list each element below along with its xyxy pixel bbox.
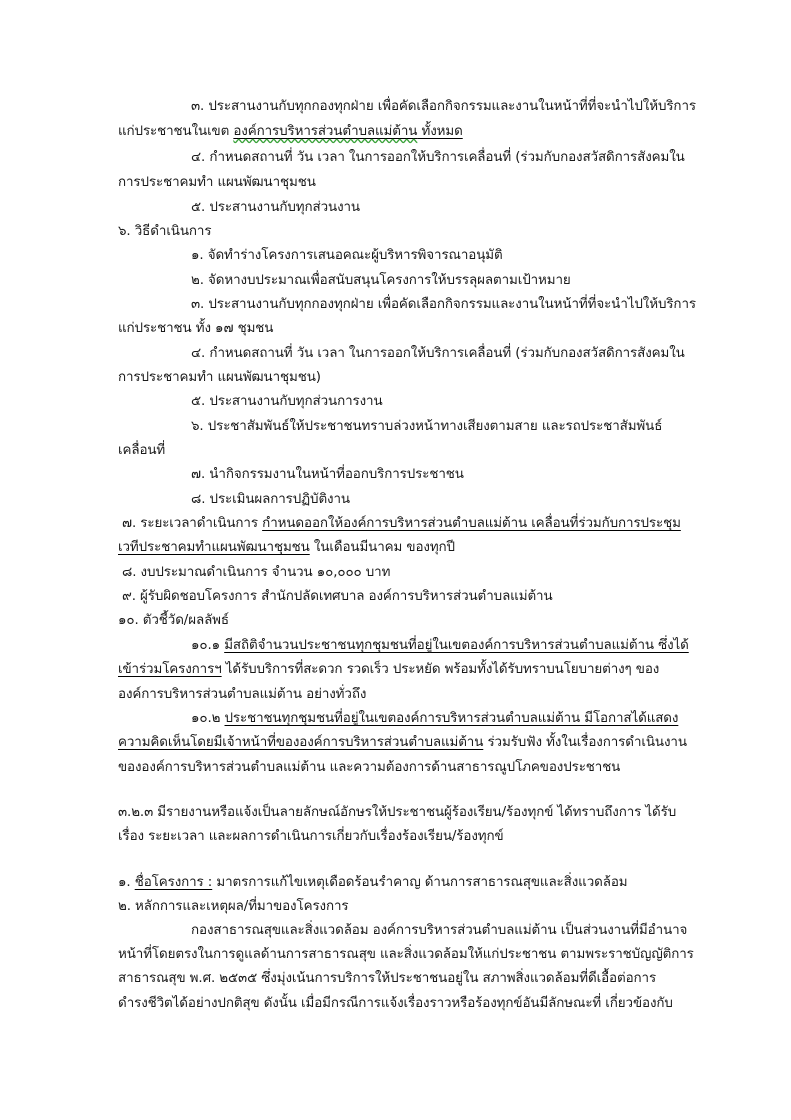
text-segment: ทั้งหมด	[417, 124, 463, 139]
text-line: องค์การบริหารส่วนตำบลแม่ต้าน อย่างทั่วถึง	[118, 687, 367, 702]
text-line: ๑. จัดทำร่างโครงการเสนอคณะผู้บริหารพิจารณาอนุมัติ	[191, 248, 503, 263]
section-heading	[122, 514, 681, 534]
section-heading: ๒. หลักการและเหตุผล/ที่มาของโครงการ	[118, 899, 349, 914]
text-line: เคลื่อนที่	[118, 443, 166, 458]
text-segment: ได้รับบริการที่สะดวก รวดเร็ว ประหยัด พร้อมทั้งได้รับทราบนโยบายต่างๆ ของ	[221, 662, 660, 677]
text-line: ๔. กำหนดสถานที่ วัน เวลา ในการออกให้บริการเคลื่อนที่ (ร่วมกับกองสวัสดิการสังคมใน	[191, 346, 685, 361]
text-line: สาธารณสุข พ.ศ. ๒๕๓๕ ซึ่งมุ่งเน้นการบริการให้ประชาชนอยู่ใน สภาพสิ่งแวดล้อมที่ดีเอื้อต่อการ	[118, 971, 657, 986]
text-segment: ร่วมรับฟัง ทั้งในเรื่องการดำเนินงาน	[483, 735, 687, 750]
text-line: การประชาคมทำ แผนพัฒนาชุมชน	[118, 175, 316, 190]
text-line: เรื่อง ระยะเวลา และผลการดำเนินการเกี่ยวกับเรื่องร้องเรียน/ร้องทุกข์	[118, 829, 504, 844]
text-segment: ๑๐.๒	[191, 711, 225, 726]
underlined-text: เข้าร่วมโครงการฯ	[118, 662, 222, 677]
section-heading: ๘. งบประมาณดำเนินการ จำนวน ๑๐,๐๐๐ บาท	[122, 565, 391, 580]
text-segment: ๑.	[118, 875, 135, 890]
text-line	[118, 733, 687, 753]
text-line	[118, 538, 455, 558]
text-line: ๕. ประสานงานกับทุกส่วนงาน	[191, 200, 360, 215]
text-segment: ๗. ระยะเวลาดำเนินการ	[122, 516, 263, 531]
text-segment: ในเดือนมีนาคม ของทุกปี	[309, 540, 455, 555]
text-line: ๕. ประสานงานกับทุกส่วนการงาน	[191, 394, 383, 409]
text-line: หน้าที่โดยตรงในการดูแลด้านการสาธารณสุข และสิ่งแวดล้อมให้แก่ประชาชน ตามพระราชบัญญัติการ	[118, 947, 694, 962]
text-line: ๖. ประชาสัมพันธ์ให้ประชาชนทราบล่วงหน้าทางเสียงตามสาย และรถประชาสัมพันธ์	[191, 419, 663, 434]
text-line: ดำรงชีวิตได้อย่างปกติสุข ดังนั้น เมื่อมีกรณีการแจ้งเรื่องราวหรือร้องทุกข์อันมีลักษณะที่ เกี่ยวข้องกับ	[118, 996, 673, 1011]
section-heading: ๓.๒.๓ มีรายงานหรือแจ้งเป็นลายลักษณ์อักษรให้ประชาชนผู้ร้องเรียน/ร้องทุกข์ ได้ทราบถึงการ ได้รับ	[118, 805, 677, 820]
text-line	[118, 122, 463, 142]
text-line	[191, 636, 689, 656]
underlined-text: เวทีประชาคมทำแผนพัฒนาชุมชน	[118, 540, 310, 555]
text-line: แก่ประชาชน ทั้ง ๑๗ ชุมชน	[118, 321, 274, 336]
section-heading: ๖. วิธีดำเนินการ	[118, 224, 212, 239]
text-line: ขององค์การบริหารส่วนตำบลแม่ต้าน และความต้องการด้านสาธารณูปโภคของประชาชน	[118, 760, 621, 775]
text-line	[118, 660, 659, 680]
section-heading: ๑๐. ตัวชี้วัด/ผลลัพธ์	[118, 613, 229, 628]
text-line: กองสาธารณสุขและสิ่งแวดล้อม องค์การบริหารส่วนตำบลแม่ต้าน เป็นส่วนงานที่มีอำนาจ	[191, 923, 688, 938]
text-line: ๒. จัดหางบประมาณเพื่อสนับสนุนโครงการให้บรรลุผลตามเป้าหมาย	[191, 273, 571, 288]
text-line: การประชาคมทำ แผนพัฒนาชุมชน)	[118, 370, 321, 385]
section-heading: ๙. ผู้รับผิดชอบโครงการ สำนักปลัดเทศบาล องค์การบริหารส่วนตำบลแม่ต้าน	[122, 589, 553, 604]
underlined-text: ชื่อโครงการ :	[134, 875, 213, 890]
text-line: ๓. ประสานงานกับทุกกองทุกฝ่าย เพื่อคัดเลือกกิจกรรมและงานในหน้าที่ที่จะนำไปให้บริการ	[191, 99, 696, 114]
text-line: ๔. กำหนดสถานที่ วัน เวลา ในการออกให้บริการเคลื่อนที่ (ร่วมกับกองสวัสดิการสังคมใน	[191, 150, 685, 165]
text-line	[191, 709, 678, 729]
underlined-text: ประชาชนทุกชุมชนที่อยู่ในเขตองค์การบริหารส่วนตำบลแม่ต้าน มีโอกาสได้แสดง	[224, 711, 679, 726]
section-heading	[118, 873, 627, 893]
text-segment: มาตรการแก้ไขเหตุเดือดร้อนรำคาญ ด้านการสาธารณสุขและสิ่งแวดล้อม	[212, 875, 628, 890]
text-segment: ๑๐.๑	[191, 638, 225, 653]
spellcheck-underlined-text: องค์การบริหารส่วนตำบลแม่ต้าน	[233, 124, 418, 139]
text-line: ๗. นำกิจกรรมงานในหน้าที่ออกบริการประชาชน	[191, 467, 464, 482]
underlined-text: กำหนดออกให้องค์การบริหารส่วนตำบลแม่ต้าน เคลื่อนที่ร่วมกับการประชุม	[262, 516, 681, 531]
underlined-text	[233, 124, 462, 139]
text-line: ๓. ประสานงานกับทุกกองทุกฝ่าย เพื่อคัดเลือกกิจกรรมและงานในหน้าที่ที่จะนำไปให้บริการ	[191, 297, 696, 312]
underlined-text: มีสถิติจำนวนประชาชนทุกชุมชนที่อยู่ในเขตองค์การบริหารส่วนตำบลแม่ต้าน ซึ่งได้	[224, 638, 689, 653]
text-segment: แก่ประชาชนในเขต	[118, 124, 234, 139]
text-line: ๘. ประเมินผลการปฏิบัติงาน	[191, 492, 350, 507]
underlined-text: ความคิดเห็นโดยมีเจ้าหน้าที่ขององค์การบริหารส่วนตำบลแม่ต้าน	[118, 735, 484, 750]
